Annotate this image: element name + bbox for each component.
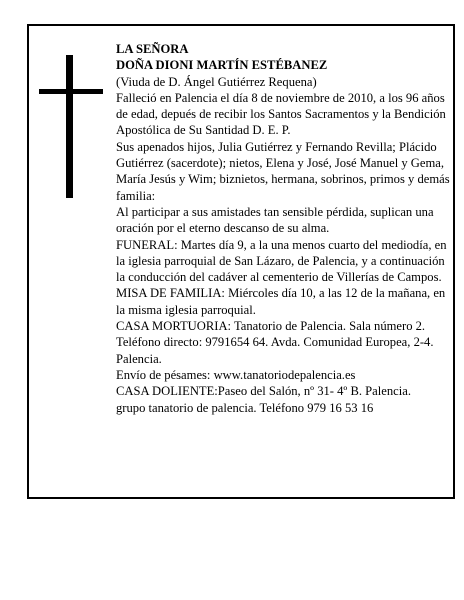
family-list: Sus apenados hijos, Julia Gutiérrez y Fernando Revilla; Plácido Gutiérrez (sacerdote); nietos, Elena y José, José Manuel y Gema, María Jesús y Wim; biznietos, hermana, sobrinos, primos y demás familia: <box>116 139 450 203</box>
cross-icon <box>39 55 103 198</box>
widow-line: (Viuda de D. Ángel Gutiérrez Requena) <box>116 74 317 89</box>
death-announcement: Falleció en Palencia el día 8 de noviembre de 2010, a los 96 años de edad, depués de recibir los Santos Sacramentos y la Bendición Apostólica de Su Santidad D. E. P. <box>116 90 446 138</box>
obituary-notice <box>27 24 455 499</box>
condolences-info: Envío de pésames: www.tanatoriodepalencia.es <box>116 367 356 382</box>
cross-horizontal-bar <box>39 89 103 94</box>
prayer-request: Al participar a sus amistades tan sensible pérdida, suplican una oración por el eterno descanso de su alma. <box>116 204 434 236</box>
family-mass-info: MISA DE FAMILIA: Miércoles día 10, a las 12 de la mañana, en la misma iglesia parroquial. <box>116 286 446 317</box>
mortuary-info: CASA MORTUORIA: Tanatorio de Palencia. Sala número 2. Teléfono directo: 9791654 64. Avda. Comunidad Europea, 2-4. Palencia. <box>116 319 434 366</box>
mourning-house-info: CASA DOLIENTE:Paseo del Salón, nº 31- 4º B. Palencia. <box>116 384 411 399</box>
deceased-name: DOÑA DIONI MARTÍN ESTÉBANEZ <box>116 58 328 73</box>
notice-text <box>116 41 451 416</box>
cross-vertical-bar <box>66 55 73 198</box>
footer-text: grupo tanatorio de palencia. Teléfono 979 16 53 16 <box>116 400 374 415</box>
title-line-1: LA SEÑORA <box>116 42 189 56</box>
funeral-info: FUNERAL: Martes día 9, a la una menos cuarto del mediodía, en la iglesia parroquial de San Lázaro, de Palencia, y a continuación la conducción del cadáver al cementerio de Villerías de Campos. <box>116 237 447 285</box>
